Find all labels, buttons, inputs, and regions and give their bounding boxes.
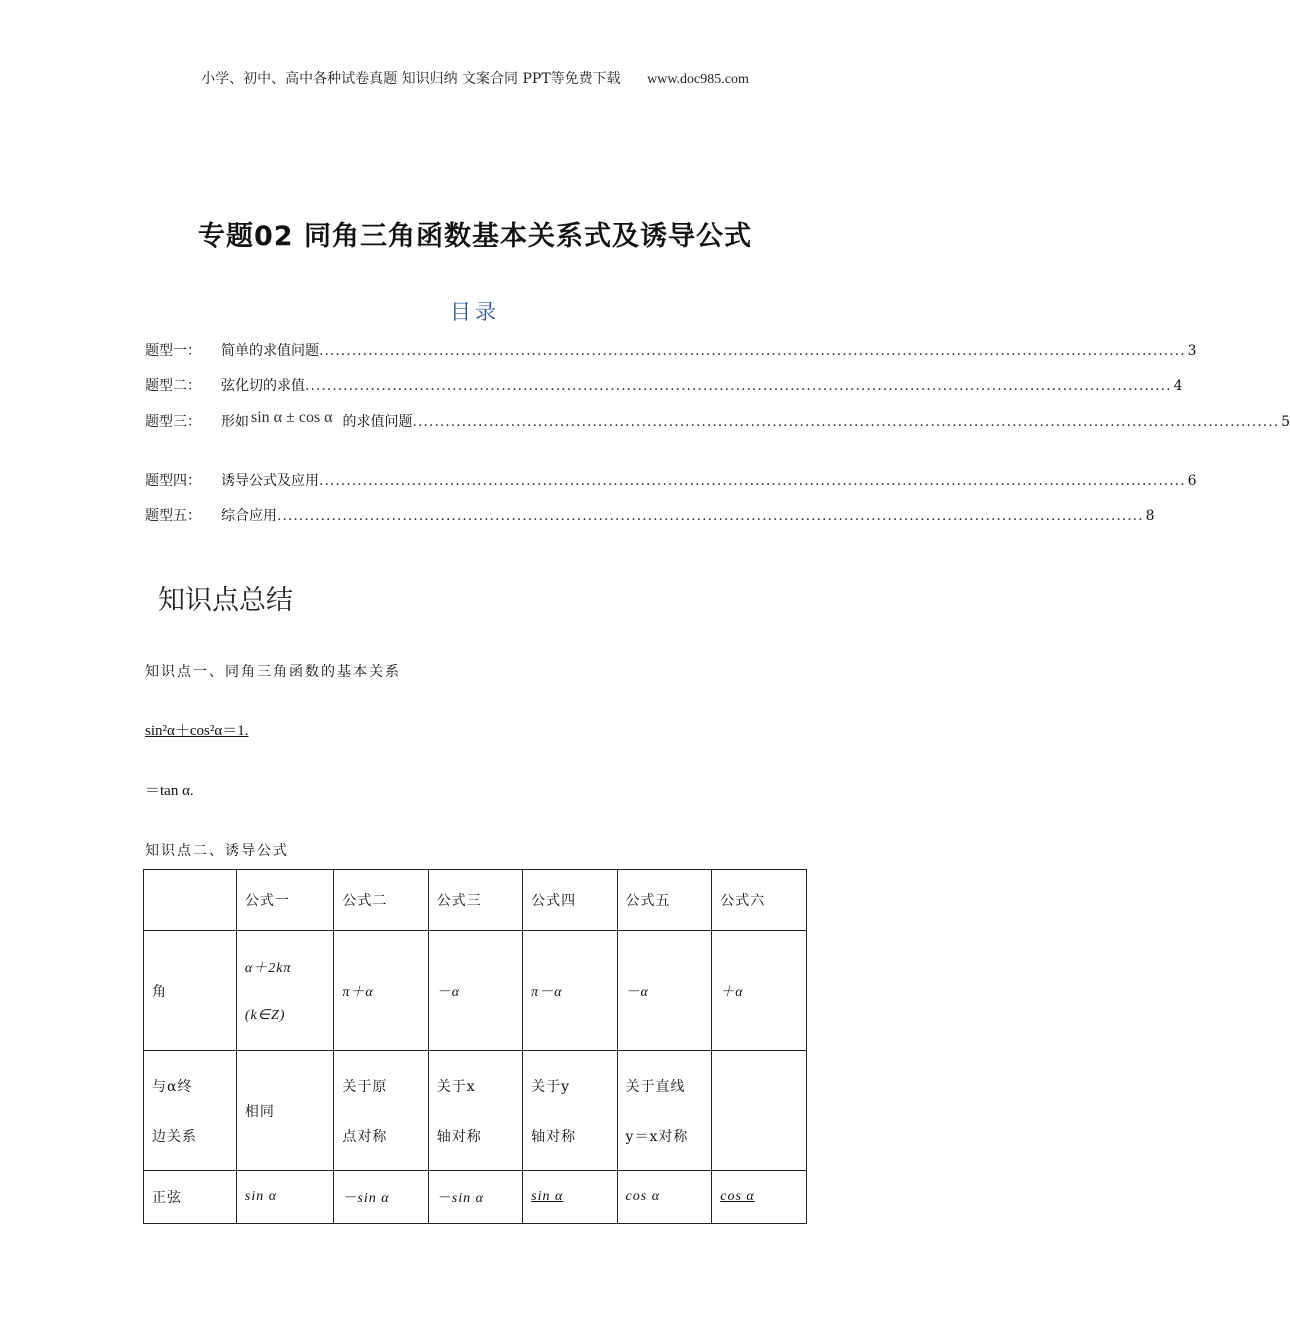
toc-item-label: 题型一：	[145, 343, 201, 359]
toc-leader-dots: ...............................................................................................................................................................	[319, 343, 1186, 359]
toc-item-label: 题型四：	[145, 473, 201, 489]
table-cell	[428, 1051, 522, 1171]
row-label: 角	[144, 931, 237, 1051]
cell-line: 轴对称	[531, 1128, 577, 1145]
pythagorean-identity: sin²α＋cos²α＝1.	[145, 723, 249, 739]
toc-item-text: 弦化切的求值	[221, 378, 305, 394]
table-cell	[144, 870, 237, 931]
table-cell	[334, 1051, 428, 1171]
cell-line: 边关系	[152, 1128, 197, 1145]
cell-line: α＋2kπ	[244, 961, 292, 976]
row-label: 正弦	[144, 1171, 237, 1224]
table-cell: cos α	[712, 1171, 807, 1224]
row-label	[144, 1051, 237, 1171]
table-cell: π－α	[523, 931, 617, 1051]
knowledge-point-1-title: 知识点一、同角三角函数的基本关系	[145, 664, 401, 680]
toc-item[interactable]	[145, 340, 1197, 360]
toc-item-page: 3	[1187, 343, 1197, 359]
toc-item-text-post: 的求值问题	[342, 414, 413, 430]
table-cell: －α	[617, 931, 712, 1051]
toc-item-page: 5	[1281, 414, 1290, 430]
table-cell: sin α	[523, 1171, 617, 1224]
header-url[interactable]: www.doc985.com	[647, 72, 749, 87]
toc-item-text: 综合应用	[221, 508, 277, 524]
toc-item-label: 题型三：	[145, 414, 201, 430]
toc-item-math: sin α ± cos α	[251, 409, 333, 426]
knowledge-point-2-title: 知识点二、诱导公式	[145, 843, 289, 859]
table-header-cell: 公式六	[712, 870, 807, 931]
cell-line: 关于y	[531, 1078, 571, 1095]
table-header-cell: 公式五	[617, 870, 712, 931]
table-cell: 相同	[236, 1051, 334, 1171]
document-title: 专题02 同角三角函数基本关系式及诱导公式	[198, 221, 752, 252]
table-cell: ＋α	[712, 931, 807, 1051]
table-header-cell: 公式三	[428, 870, 522, 931]
toc-heading: 目录	[450, 300, 500, 324]
cell-line: 关于x	[436, 1078, 476, 1095]
cell-line: y＝x对称	[625, 1128, 689, 1145]
toc-item-text: 诱导公式及应用	[221, 473, 319, 489]
section-heading: 知识点总结	[158, 585, 293, 616]
table-cell	[523, 1051, 617, 1171]
toc-item-text-pre: 形如	[221, 414, 249, 430]
induction-formula-table	[143, 869, 807, 1224]
table-row-relation	[144, 1051, 807, 1171]
table-cell: －sin α	[428, 1171, 522, 1224]
quotient-identity: ＝tan α.	[145, 783, 194, 799]
toc-item[interactable]	[145, 375, 1183, 395]
toc-leader-dots: ...............................................................................................................................................................	[412, 414, 1280, 430]
table-header-cell: 公式二	[334, 870, 428, 931]
toc-item[interactable]	[145, 470, 1197, 490]
cell-line: 关于直线	[625, 1078, 686, 1095]
table-cell	[617, 1051, 712, 1171]
table-cell: cos α	[617, 1171, 712, 1224]
toc-item-text: 简单的求值问题	[221, 343, 319, 359]
table-cell	[236, 931, 334, 1051]
header-text: 小学、初中、高中各种试卷真题 知识归纳 文案合同 PPT等免费下载	[201, 71, 621, 87]
table-row-sine	[144, 1171, 807, 1224]
table-cell: sin α	[236, 1171, 334, 1224]
cell-line: 与α终	[152, 1078, 193, 1095]
table-header-row	[144, 870, 807, 931]
table-cell: π＋α	[334, 931, 428, 1051]
toc-leader-dots: ...............................................................................................................................................................	[305, 378, 1172, 394]
table-cell	[712, 1051, 807, 1171]
toc-item-page: 4	[1173, 378, 1183, 394]
toc-item-page: 8	[1145, 508, 1155, 524]
toc-item[interactable]	[145, 409, 1290, 431]
cell-line: (k∈Z)	[244, 1008, 286, 1023]
table-header-cell: 公式四	[523, 870, 617, 931]
toc-item-label: 题型二：	[145, 378, 201, 394]
page-header	[0, 68, 950, 88]
table-cell: －sin α	[334, 1171, 428, 1224]
toc-leader-dots: ...............................................................................................................................................................	[277, 508, 1144, 524]
cell-line: 关于原	[342, 1078, 388, 1095]
toc-item-label: 题型五：	[145, 508, 201, 524]
table-row-angle	[144, 931, 807, 1051]
toc-leader-dots: ...............................................................................................................................................................	[319, 473, 1186, 489]
toc-item[interactable]	[145, 505, 1155, 525]
table-header-cell: 公式一	[236, 870, 334, 931]
cell-line: 轴对称	[436, 1128, 482, 1145]
table-cell: －α	[428, 931, 522, 1051]
cell-line: 点对称	[342, 1128, 388, 1145]
toc-item-page: 6	[1187, 473, 1197, 489]
